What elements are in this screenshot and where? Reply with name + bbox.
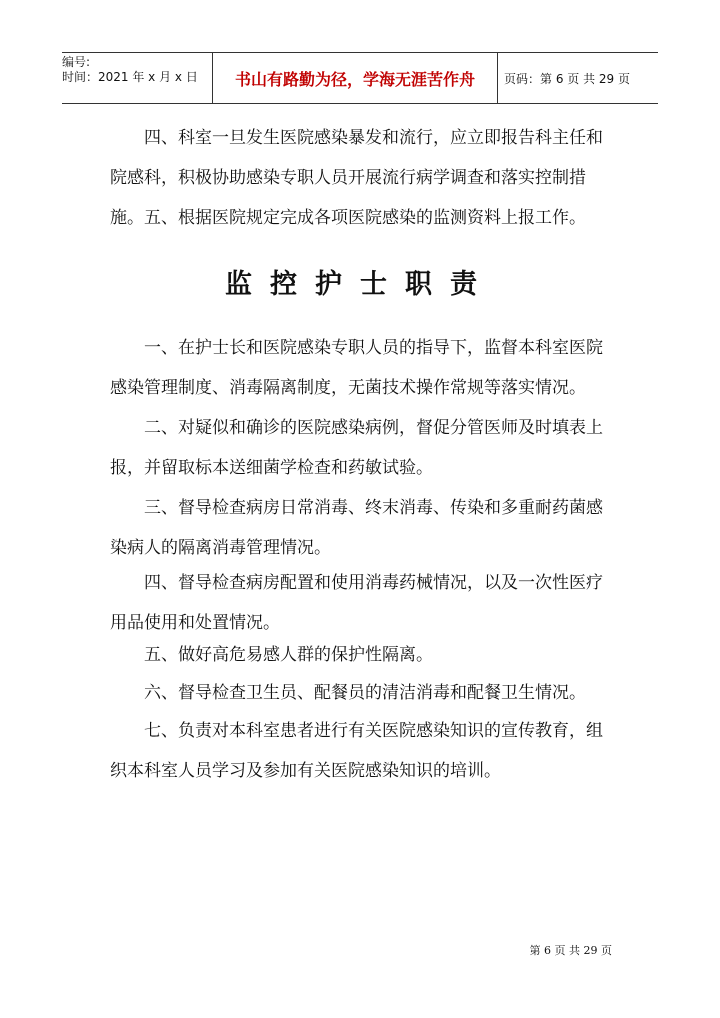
section-title: 监控护士职责: [225, 269, 495, 300]
intro-paragraph: 四、科室一旦发生医院感染暴发和流行，应立即报告科主任和院感科，积极协助感染专职人员开展流行病学调查和落实控制措施。: [110, 128, 603, 228]
duty-item: 二、对疑似和确诊的医院感染病例，督促分管医师及时填表上报，并留取标本送细菌学检查和药敏试验。: [110, 418, 603, 478]
duty-item: 五、做好高危易感人群的保护性隔离。: [144, 645, 433, 665]
intro-paragraph: 五、根据医院规定完成各项医院感染的监测资料上报工作。: [144, 208, 586, 228]
duty-item: 四、督导检查病房配置和使用消毒药械情况，以及一次性医疗用品使用和处置情况。: [110, 573, 603, 633]
page-header: [62, 52, 658, 104]
header-motto: 书山有路勤为径，学海无涯苦作舟: [212, 53, 498, 103]
duty-item: 一、在护士长和医院感染专职人员的指导下，监督本科室医院感染管理制度、消毒隔离制度，无菌技术操作常规等落实情况。: [110, 338, 603, 398]
header-meta: [62, 53, 212, 103]
duty-item: 六、督导检查卫生员、配餐员的清洁消毒和配餐卫生情况。: [144, 683, 586, 703]
duty-item: 三、督导检查病房日常消毒、终末消毒、传染和多重耐药菌感染病人的隔离消毒管理情况。: [110, 498, 603, 558]
header-page-info: 页码：第 6 页 共 29 页: [504, 71, 630, 86]
doc-number-label: 编号:: [62, 55, 91, 69]
duty-item: 七、负责对本科室患者进行有关医院感染知识的宣传教育，组织本科室人员学习及参加有关医院感染知识的培训。: [110, 721, 603, 781]
doc-time-label: 时间：2021 年 x 月 x 日: [62, 70, 198, 84]
page-footer: 第 6 页 共 29 页: [529, 944, 612, 957]
